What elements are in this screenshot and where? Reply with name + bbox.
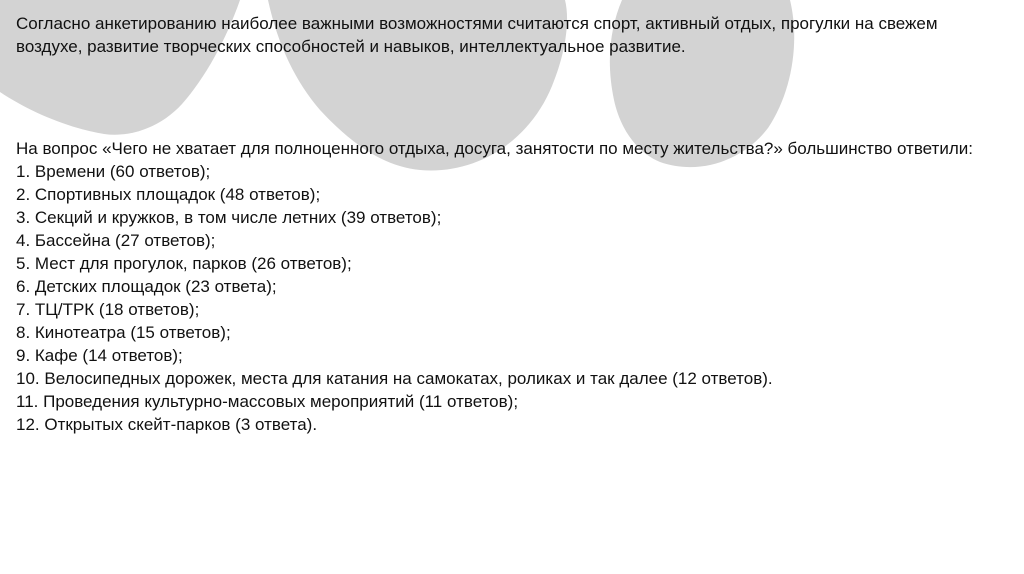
- intro-paragraph: Согласно анкетированию наиболее важными возможностями считаются спорт, активный отдых, прогулки на свежем воздухе, развитие творческих способностей и навыков, интеллектуальное развитие.: [16, 14, 938, 56]
- slide-content: [16, 12, 1006, 436]
- answer-item: 4. Бассейна (27 ответов);: [16, 231, 216, 250]
- answer-item: 2. Спортивных площадок (48 ответов);: [16, 185, 321, 204]
- answer-item: 10. Велосипедных дорожек, места для катания на самокатах, роликах и так далее (12 ответов).: [16, 369, 773, 388]
- answer-item: 6. Детских площадок (23 ответа);: [16, 277, 277, 296]
- answer-item: 11. Проведения культурно-массовых мероприятий (11 ответов);: [16, 392, 519, 411]
- answer-item: 5. Мест для прогулок, парков (26 ответов);: [16, 254, 352, 273]
- answer-item: 1. Времени (60 ответов);: [16, 162, 211, 181]
- answer-item: 9. Кафе (14 ответов);: [16, 346, 183, 365]
- answer-item: 8. Кинотеатра (15 ответов);: [16, 323, 231, 342]
- answer-item: 3. Секций и кружков, в том числе летних (39 ответов);: [16, 208, 442, 227]
- answers-list: [16, 160, 1006, 436]
- answer-item: 7. ТЦ/ТРК (18 ответов);: [16, 300, 200, 319]
- answer-item: 12. Открытых скейт-парков (3 ответа).: [16, 415, 318, 434]
- question-paragraph: На вопрос «Чего не хватает для полноценного отдыха, досуга, занятости по месту жительства?» большинство ответили:: [16, 139, 973, 158]
